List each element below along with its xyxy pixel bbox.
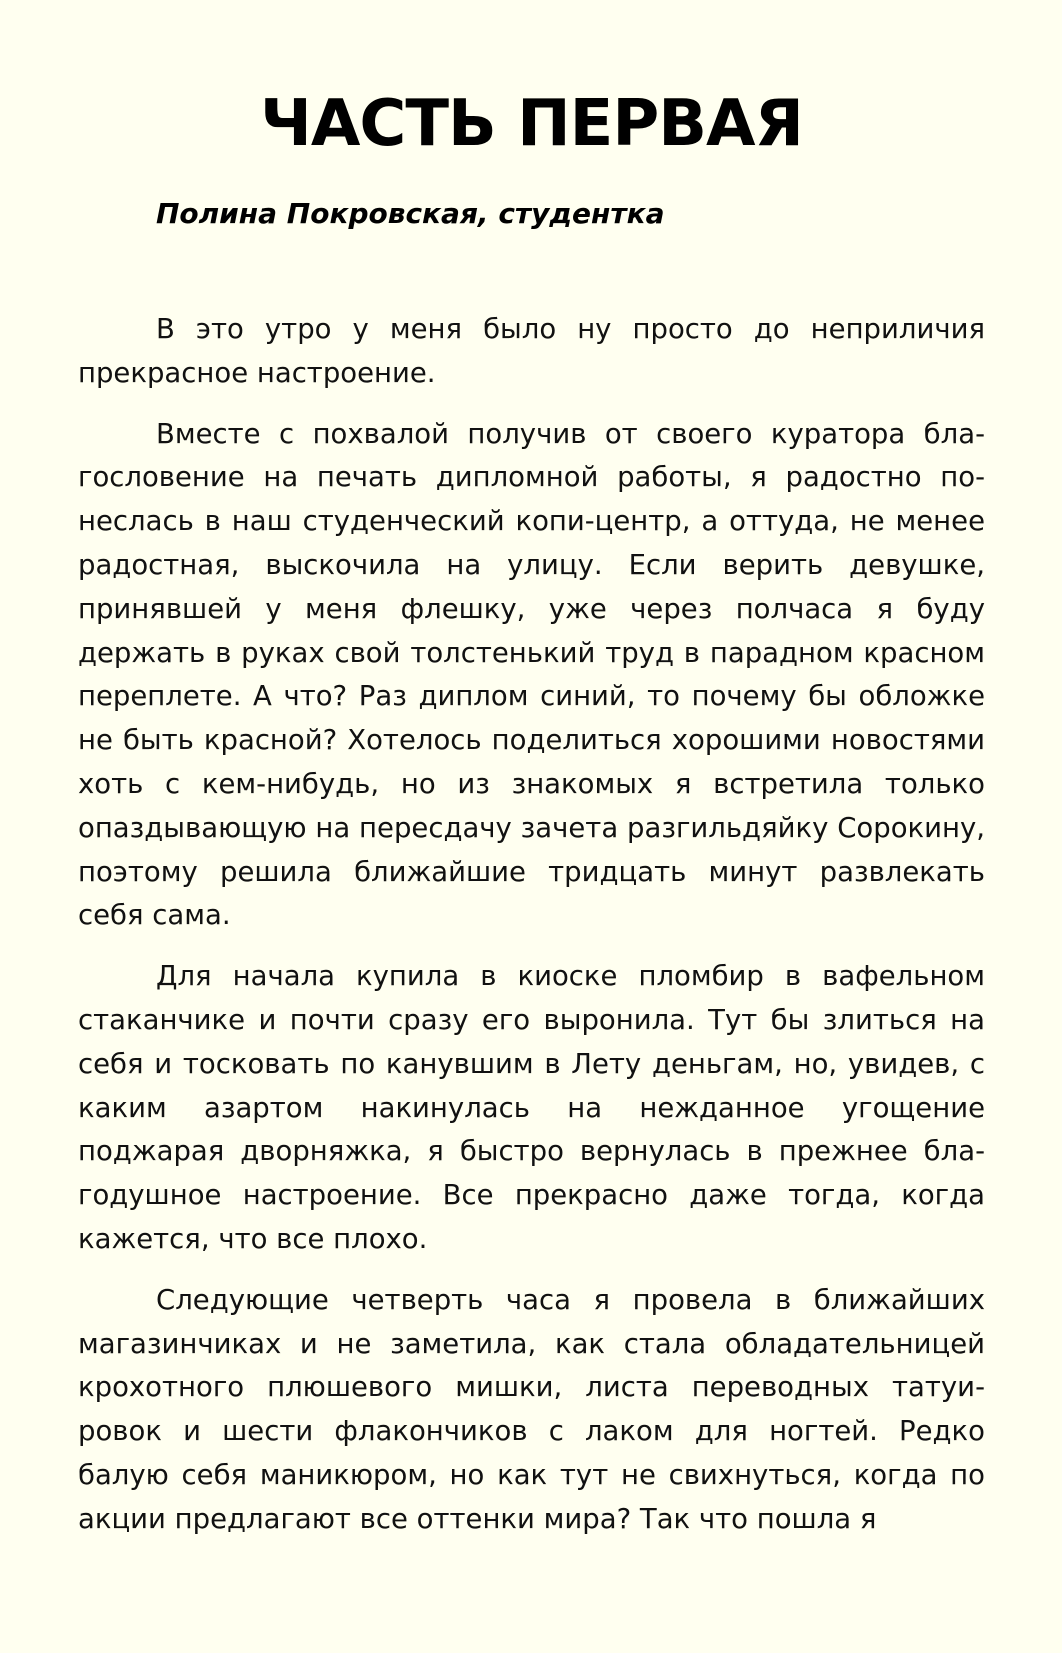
paragraph: Для начала купила в киоске пломбир в вафельном стаканчике и почти сразу его выронила. Тут бы злиться на себя и тосковать по канувшим в Лету деньгам, но, увидев, с каким азартом накинулась на нежданное угощение поджарая дворняжка, я быстро вернулась в прежнее благодушное настроение. Все прекрасно даже тогда, когда кажется, что все плохо. — [78, 960, 985, 1255]
chapter-title: ЧАСТЬ ПЕРВАЯ — [260, 87, 803, 161]
chapter-subtitle: Полина Покровская, студентка — [156, 197, 665, 230]
paragraph: Следующие четверть часа я провела в ближайших магазинчиках и не заметила, как стала обладательницей крохотного плюшевого мишки, листа переводных татуировок и шести флакончиков с лаком для ногтей. Редко балую себя маникюром, но как тут не свихнуться, когда по акции предлагают все оттенки мира? Так что пошла я — [78, 1283, 985, 1535]
paragraph: Вместе с похвалой получив от своего куратора благословение на печать дипломной работы, я радостно понеслась в наш студенческий копи-центр, а оттуда, не менее радостная, выскочила на улицу. Если верить девушке, принявшей у меня флешку, уже через полчаса я буду держать в руках свой толстенький труд в парадном красном переплете. А что? Раз диплом синий, то почему бы обложке не быть красной? Хотелось поделиться хорошими новостями хоть с кем-нибудь, но из знакомых я встретила только опаздывающую на пересдачу зачета разгильдяйку Сорокину, поэтому решила ближайшие тридцать минут развлекать себя сама. — [78, 417, 985, 932]
body-text — [78, 308, 985, 1542]
paragraph: В это утро у меня было ну просто до неприличия прекрасное настроение. — [78, 313, 985, 389]
book-page — [78, 0, 985, 1653]
